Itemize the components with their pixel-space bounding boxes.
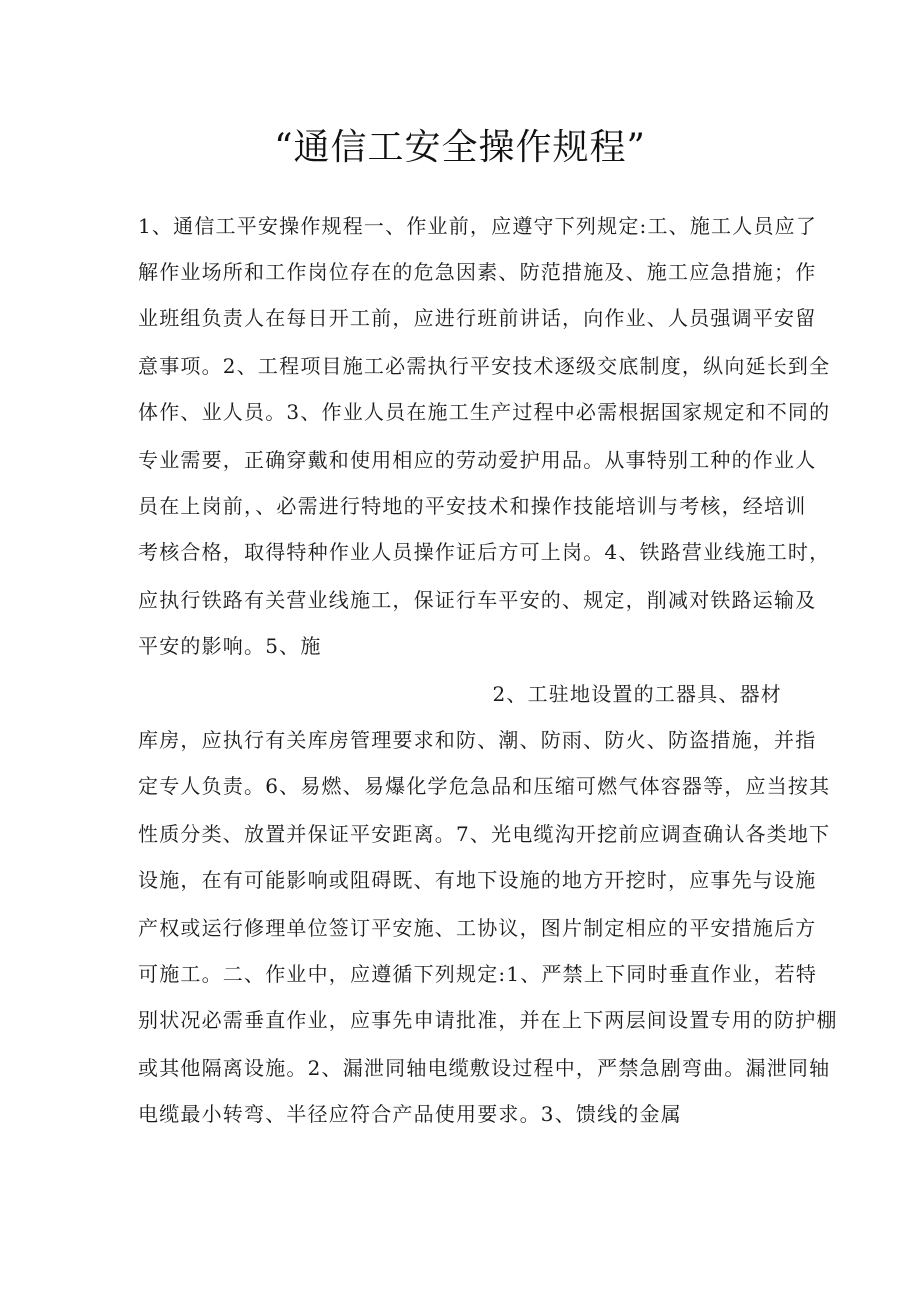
body-line: 专业需要，正确穿戴和使用相应的劳动爱护用品。从事特别工种的作业人 (138, 448, 817, 472)
body-line: 定专人负责。6、易燃、易爆化学危急品和压缩可燃气体容器等，应当按其 (138, 774, 831, 798)
body-line: 考核合格，取得特种作业人员操作证后方可上岗。4、铁路营业线施工时， (138, 540, 831, 564)
body-line: 别状况必需垂直作业，应事先申请批准，并在上下两层间设置专用的防护棚 (138, 1008, 838, 1032)
body-line: 可施工。二、作业中，应遵循下列规定:1、严禁上下同时垂直作业，若特 (138, 962, 818, 986)
body-line: 性质分类、放置并保证平安距离。7、光电缆沟开挖前应调查确认各类地下 (138, 822, 831, 846)
body-line: 设施，在有可能影响或阻碍既、有地下设施的地方开挖时，应事先与设施 (138, 868, 817, 892)
body-line: 电缆最小转弯、半径应符合产品使用要求。3、馈线的金属 (138, 1102, 682, 1126)
body-line: 产权或运行修理单位签订平安施、工协议，图片制定相应的平安措施后方 (138, 916, 817, 940)
body-line-right-aligned: 2、工驻地设置的工器具、器材 (492, 682, 782, 706)
body-line: 或其他隔离设施。2、漏泄同轴电缆敷设过程中，严禁急剧弯曲。漏泄同轴 (138, 1056, 831, 1080)
body-line: 应执行铁路有关营业线施工，保证行车平安的、规定，削减对铁路运输及 (138, 588, 817, 612)
body-line: 1、通信工平安操作规程一、作业前，应遵守下列规定:工、施工人员应了 (138, 214, 818, 238)
body-line: 员在上岗前，、必需进行特地的平安技术和操作技能培训与考核，经培训 (138, 494, 807, 518)
body-line: 意事项。2、工程项目施工必需执行平安技术逐级交底制度，纵向延长到全 (138, 354, 831, 378)
body-line: 解作业场所和工作岗位存在的危急因素、防范措施及、施工应急措施；作 (138, 260, 817, 284)
body-line: 体作、业人员。3、作业人员在施工生产过程中必需根据国家规定和不同的 (138, 400, 831, 424)
body-line: 平安的影响。5、施 (138, 634, 322, 658)
page-title: “通信工安全操作规程” (274, 127, 646, 168)
body-line: 业班组负责人在每日开工前，应进行班前讲话，向作业、人员强调平安留 (138, 306, 817, 330)
body-line: 库房，应执行有关库房管理要求和防、潮、防雨、防火、防盗措施，并指 (138, 728, 817, 752)
